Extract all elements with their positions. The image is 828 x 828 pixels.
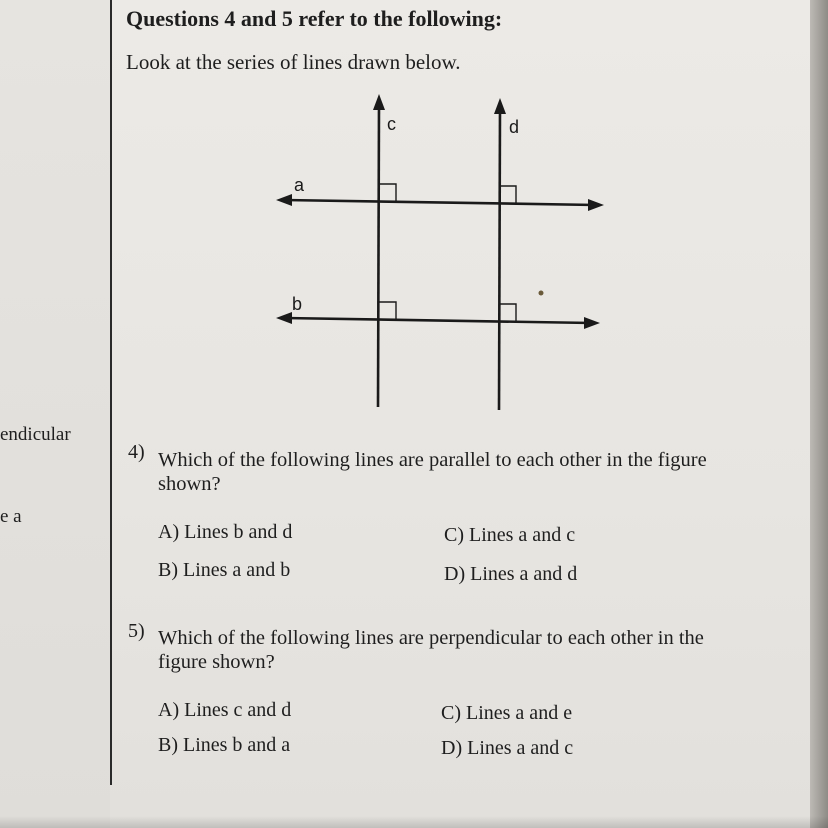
question-4-option-b[interactable]: B) Lines a and b <box>158 559 291 581</box>
question-4-number: 4) <box>128 441 145 463</box>
bottom-shadow <box>0 816 828 828</box>
question-5-number: 5) <box>128 620 145 642</box>
label-b: b <box>292 294 303 314</box>
paper-edge-shadow <box>810 0 828 828</box>
question-4-text: Which of the following lines are parallel to each other in the figure shown? <box>158 449 707 495</box>
arrow-a-left <box>276 194 292 206</box>
question-5-option-d[interactable]: D) Lines a and c <box>441 737 574 759</box>
line-b <box>284 318 592 323</box>
question-4-option-c[interactable]: C) Lines a and c <box>444 524 576 546</box>
question-5-option-a[interactable]: A) Lines c and d <box>158 699 292 721</box>
arrow-d-up <box>494 98 506 114</box>
right-angle-da <box>500 186 516 203</box>
arrow-a-right <box>588 199 604 211</box>
margin-fragment-2: e a <box>0 506 22 527</box>
question-5-option-c[interactable]: C) Lines a and e <box>441 702 573 724</box>
previous-page-margin <box>0 0 110 828</box>
margin-rule <box>110 0 112 785</box>
question-4-option-a[interactable]: A) Lines b and d <box>158 521 293 543</box>
label-c: c <box>387 114 396 134</box>
question-5-option-b[interactable]: B) Lines b and a <box>158 734 291 756</box>
arrow-c-up <box>373 94 385 110</box>
right-angle-cb <box>379 302 396 319</box>
line-c <box>378 104 379 407</box>
lines-figure <box>270 90 610 415</box>
stray-mark <box>539 291 544 296</box>
arrow-b-left <box>276 312 292 324</box>
section-title: Questions 4 and 5 refer to the following: <box>126 6 503 31</box>
question-5-text: Which of the following lines are perpendicular to each other in the figure shown? <box>158 627 704 673</box>
margin-fragment-1: endicular <box>0 424 71 445</box>
line-a <box>284 200 596 205</box>
right-angle-ca <box>379 184 396 201</box>
arrow-b-right <box>584 317 600 329</box>
label-d: d <box>509 117 520 137</box>
right-angle-db <box>500 304 516 321</box>
label-a: a <box>294 175 305 195</box>
section-intro: Look at the series of lines drawn below. <box>126 50 461 74</box>
question-4-option-d[interactable]: D) Lines a and d <box>444 563 578 585</box>
line-d <box>499 108 500 410</box>
